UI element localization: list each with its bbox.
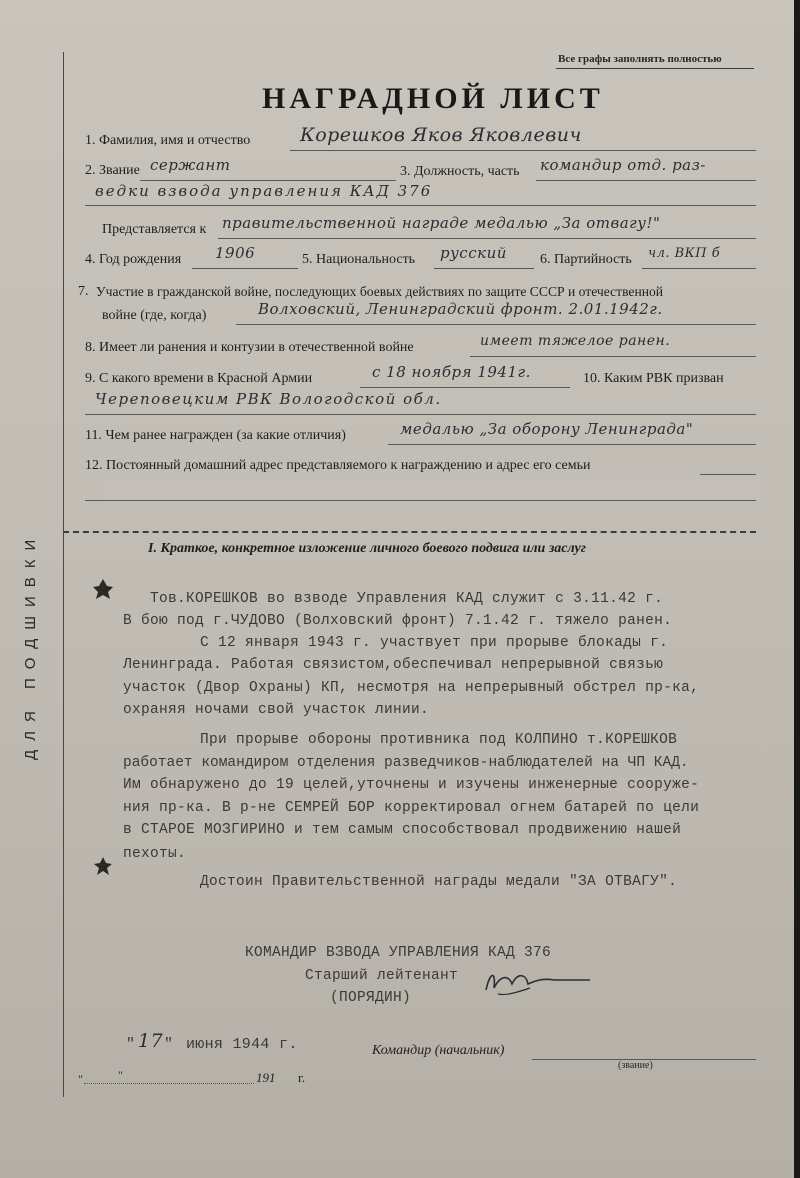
field-8-label: 8. Имеет ли ранения и контузии в отечественной войне bbox=[85, 340, 414, 355]
address-redaction bbox=[100, 478, 762, 500]
narrative-line-6: охраняя ночами свой участок линии. bbox=[123, 702, 430, 718]
field-7-value: Волховский, Ленинградский фронт. 2.01.1942г. bbox=[258, 300, 663, 318]
field-11-value: медалью „За оборону Ленинграда" bbox=[400, 420, 694, 438]
field-3-line bbox=[536, 180, 756, 181]
commander-name: (ПОРЯДИН) bbox=[330, 990, 412, 1006]
field-2-value: сержант bbox=[150, 156, 231, 174]
punch-hole-icon bbox=[93, 856, 113, 876]
field-7-label-2: войне (где, когда) bbox=[102, 308, 207, 323]
commander-label: Командир (начальник) bbox=[372, 1043, 505, 1058]
field-4-line bbox=[192, 268, 298, 269]
year-close-quote: " bbox=[118, 1068, 123, 1082]
field-9-line bbox=[360, 387, 570, 388]
date-line bbox=[84, 1083, 254, 1084]
field-12-line-2 bbox=[85, 500, 756, 501]
header-rule bbox=[556, 68, 754, 69]
narrative-line-5: участок (Двор Охраны) КП, несмотря на непрерывный обстрел пр-ка, bbox=[123, 680, 700, 696]
field-8-value: имеет тяжелое ранен. bbox=[480, 333, 671, 349]
field-5-value: русский bbox=[440, 244, 507, 262]
field-2-line bbox=[140, 180, 396, 181]
punch-hole-icon bbox=[92, 578, 114, 600]
narrative-line-1: Тов.КОРЕШКОВ во взводе Управления КАД служит с 3.11.42 г. bbox=[150, 591, 664, 607]
date-close-quote: " bbox=[164, 1036, 174, 1053]
field-3-value: командир отд. раз- bbox=[540, 156, 706, 174]
narrative-line-7: При прорыве обороны противника под КОЛПИНО т.КОРЕШКОВ bbox=[200, 732, 678, 748]
field-11-line bbox=[388, 444, 756, 445]
field-2-label: 2. Звание bbox=[85, 163, 140, 178]
date-day: 17 bbox=[138, 1030, 164, 1052]
field-12-label: 12. Постоянный домашний адрес представляемого к награждению и адрес его семьи bbox=[85, 458, 591, 473]
field-8-line bbox=[470, 356, 756, 357]
commander-rank: Старший лейтенант bbox=[305, 968, 459, 984]
field-1-value: Корешков Яков Яковлевич bbox=[300, 124, 582, 146]
narrative-line-8: работает командиром отделения разведчиков-наблюдателей на ЧП КАД. bbox=[123, 755, 689, 771]
field-5-line bbox=[434, 268, 534, 269]
date-rest: июня 1944 г. bbox=[186, 1036, 298, 1053]
field-4-value: 1906 bbox=[215, 244, 256, 262]
field-6-label: 6. Партийность bbox=[540, 252, 632, 267]
narrative-line-4: Ленинграда. Работая связистом,обеспечивал непрерывной связью bbox=[123, 657, 664, 673]
fill-instruction: Все графы заполнять полностью bbox=[558, 53, 722, 65]
year-prefix: 191 bbox=[256, 1070, 276, 1085]
field-5-label: 5. Национальность bbox=[302, 252, 416, 267]
field-4-label: 4. Год рождения bbox=[85, 252, 182, 267]
presented-line bbox=[218, 238, 756, 239]
narrative-line-2: В бою под г.ЧУДОВО (Волховский фронт) 7.1.42 г. тяжело ранен. bbox=[123, 613, 673, 629]
narrative-line-11: в СТАРОЕ МОЗГИРИНО и тем самым способствовал продвижению нашей bbox=[123, 822, 682, 838]
date-open-quote: " bbox=[126, 1036, 136, 1053]
field-3-label: 3. Должность, часть bbox=[400, 164, 520, 179]
field-3-value-cont: ведки взвода управления КАД 376 bbox=[95, 182, 433, 200]
rank-caption: (звание) bbox=[618, 1060, 653, 1071]
field-9-value: с 18 ноября 1941г. bbox=[372, 363, 531, 381]
section-divider bbox=[63, 531, 756, 533]
field-7-number: 7. bbox=[78, 284, 89, 299]
field-10-line bbox=[85, 414, 756, 415]
narrative-line-12: пехоты. bbox=[123, 846, 187, 862]
field-9-label: 9. С какого времени в Красной Армии bbox=[85, 371, 313, 386]
field-10-label: 10. Каким РВК призван bbox=[583, 371, 724, 386]
presented-label: Представляется к bbox=[102, 222, 207, 237]
year-suffix: г. bbox=[298, 1070, 306, 1085]
narrative-line-3: С 12 января 1943 г. участвует при прорыве блокады г. bbox=[200, 635, 669, 651]
narrative-line-9: Им обнаружено до 19 целей,уточнены и изучены инженерные сооруже- bbox=[123, 777, 700, 793]
commander-title: КОМАНДИР ВЗВОДА УПРАВЛЕНИЯ КАД 376 bbox=[245, 945, 552, 961]
field-11-label: 11. Чем ранее награжден (за какие отличия) bbox=[85, 428, 346, 443]
field-6-line bbox=[642, 268, 756, 269]
section-heading: I. Краткое, конкретное изложение личного боевого подвига или заслуг bbox=[148, 541, 586, 556]
field-1-line bbox=[290, 150, 756, 151]
field-7-label: Участие в гражданской войне, последующих боевых действиях по защите СССР и отечественной bbox=[96, 284, 664, 299]
narrative-line-13: Достоин Правительственной награды медали "ЗА ОТВАГУ". bbox=[200, 874, 678, 890]
year-open-quote: " bbox=[78, 1072, 83, 1086]
signature-icon bbox=[478, 962, 598, 1002]
field-12-line bbox=[700, 474, 756, 475]
field-3-line-2 bbox=[85, 205, 756, 206]
narrative-line-10: ния пр-ка. В р-не СЕМРЕЙ БОР корректировал огнем батарей по цели bbox=[123, 800, 700, 816]
presented-value: правительственной награде медалью „За отвагу!" bbox=[222, 214, 661, 232]
field-1-label: 1. Фамилия, имя и отчество bbox=[85, 133, 251, 148]
field-7-line bbox=[236, 324, 756, 325]
margin-rule bbox=[63, 52, 64, 1097]
binding-label: ДЛЯ ПОДШИВКИ bbox=[22, 530, 39, 760]
page-title: НАГРАДНОЙ ЛИСТ bbox=[262, 82, 604, 115]
field-10-value: Череповецким РВК Вологодской обл. bbox=[95, 390, 442, 408]
field-6-value: чл. ВКП б bbox=[648, 246, 721, 261]
